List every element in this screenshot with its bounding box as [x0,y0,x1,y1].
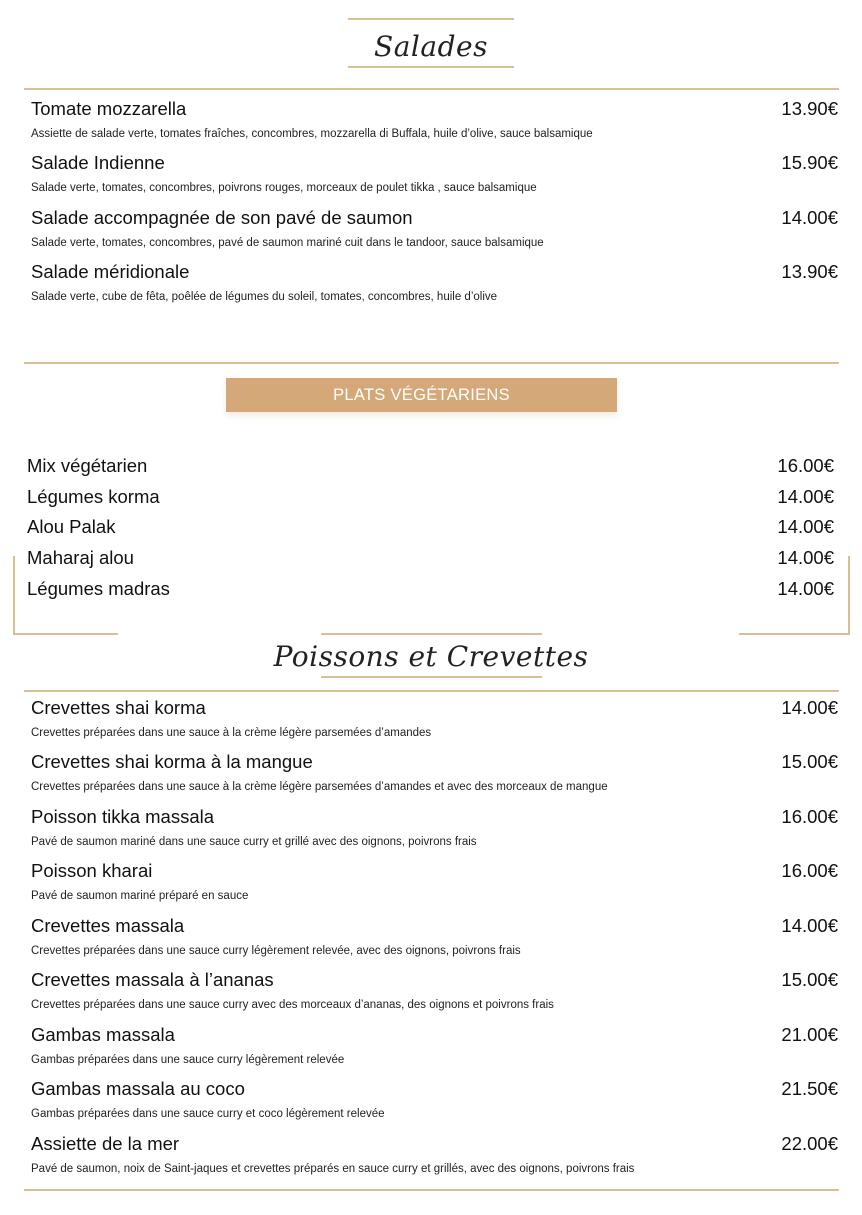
item-price: 16.00€ [781,806,838,827]
poissons-title-top-rule [321,633,542,635]
menu-item [31,261,838,303]
item-name: Légumes madras [27,578,170,599]
item-name: Salade accompagnée de son pavé de saumon [31,207,413,228]
salades-title-top-rule [348,18,514,20]
item-price: 16.00€ [781,860,838,881]
item-description: Salade verte, cube de fêta, poêlée de légumes du soleil, tomates, concombres, huile d’olive [31,291,498,303]
poissons-section-top-rule [24,690,839,692]
salades-section-top-rule [24,88,839,90]
item-name: Maharaj alou [27,547,134,568]
item-price: 15.90€ [781,152,838,173]
item-name: Crevettes shai korma [31,697,206,718]
item-name: Tomate mozzarella [31,98,187,119]
salades-title: Salades [374,30,488,63]
item-price: 14.00€ [781,697,838,718]
item-name: Salade méridionale [31,261,190,282]
item-price: 15.00€ [781,969,838,990]
item-description: Crevettes préparées dans une sauce à la crème légère parsemées d’amandes [31,727,432,739]
menu-item [31,860,838,902]
item-name: Crevettes massala [31,915,185,936]
menu-item [31,969,838,1011]
item-name: Gambas massala [31,1024,175,1045]
left-bracket-vertical [13,556,15,635]
item-name: Crevettes shai korma à la mangue [31,751,313,772]
menu-item [31,915,838,957]
item-description: Pavé de saumon mariné dans une sauce curry et grillé avec des oignons, poivrons frais [31,836,477,848]
item-description: Assiette de salade verte, tomates fraîches, concombres, mozzarella di Buffala, huile d’olive, sauce balsamique [31,128,593,140]
item-name: Mix végétarien [27,455,148,476]
item-price: 15.00€ [781,751,838,772]
menu-item [31,1078,838,1120]
item-description: Pavé de saumon, noix de Saint-jaques et crevettes préparés en sauce curry et grillés, avec des oignons, poivrons frais [31,1163,635,1175]
menu-item [31,806,838,848]
menu-item [31,207,838,249]
right-bracket-horizontal [739,633,850,635]
item-description: Salade verte, tomates, concombres, poivrons rouges, morceaux de poulet tikka , sauce balsamique [31,182,537,194]
item-description: Pavé de saumon mariné préparé en sauce [31,890,249,902]
item-price: 14.00€ [777,486,834,507]
item-name: Salade Indienne [31,152,165,173]
menu-item [27,516,834,538]
salades-section-bottom-rule [24,362,839,364]
item-description: Gambas préparées dans une sauce curry légèrement relevée [31,1054,345,1066]
menu-item [27,486,834,508]
item-price: 14.00€ [781,915,838,936]
item-price: 16.00€ [777,455,834,476]
menu-item [31,98,838,140]
left-bracket-horizontal [13,633,118,635]
item-name: Poisson tikka massala [31,806,215,827]
item-name: Poisson kharai [31,860,153,881]
item-price: 13.90€ [781,98,838,119]
menu-item [27,455,834,477]
menu-item [31,152,838,194]
right-bracket-vertical [848,556,850,635]
poissons-title: Poissons et Crevettes [273,640,589,673]
item-price: 21.50€ [781,1078,838,1099]
item-name: Légumes korma [27,486,160,507]
item-price: 14.00€ [777,516,834,537]
item-description: Salade verte, tomates, concombres, pavé de saumon mariné cuit dans le tandoor, sauce balsamique [31,237,544,249]
menu-item [31,1024,838,1066]
item-price: 14.00€ [781,207,838,228]
item-price: 21.00€ [781,1024,838,1045]
salades-title-bottom-rule [348,66,514,68]
vegetariens-banner: PLATS VÉGÉTARIENS [226,378,617,412]
poissons-section-bottom-rule [24,1189,839,1191]
item-description: Gambas préparées dans une sauce curry et coco légèrement relevée [31,1108,385,1120]
item-description: Crevettes préparées dans une sauce à la crème légère parsemées d’amandes et avec des morceaux de mangue [31,781,608,793]
poissons-title-bottom-rule [321,676,542,678]
menu-item [27,578,834,600]
item-price: 13.90€ [781,261,838,282]
item-name: Alou Palak [27,516,116,537]
item-name: Assiette de la mer [31,1133,180,1154]
menu-item [31,697,838,739]
item-description: Crevettes préparées dans une sauce curry avec des morceaux d’ananas, des oignons et poivrons frais [31,999,554,1011]
menu-item [27,547,834,569]
item-name: Crevettes massala à l’ananas [31,969,274,990]
menu-item [31,751,838,793]
item-price: 14.00€ [777,578,834,599]
item-price: 14.00€ [777,547,834,568]
item-description: Crevettes préparées dans une sauce curry légèrement relevée, avec des oignons, poivrons frais [31,945,521,957]
item-price: 22.00€ [781,1133,838,1154]
menu-item [31,1133,838,1175]
item-name: Gambas massala au coco [31,1078,245,1099]
